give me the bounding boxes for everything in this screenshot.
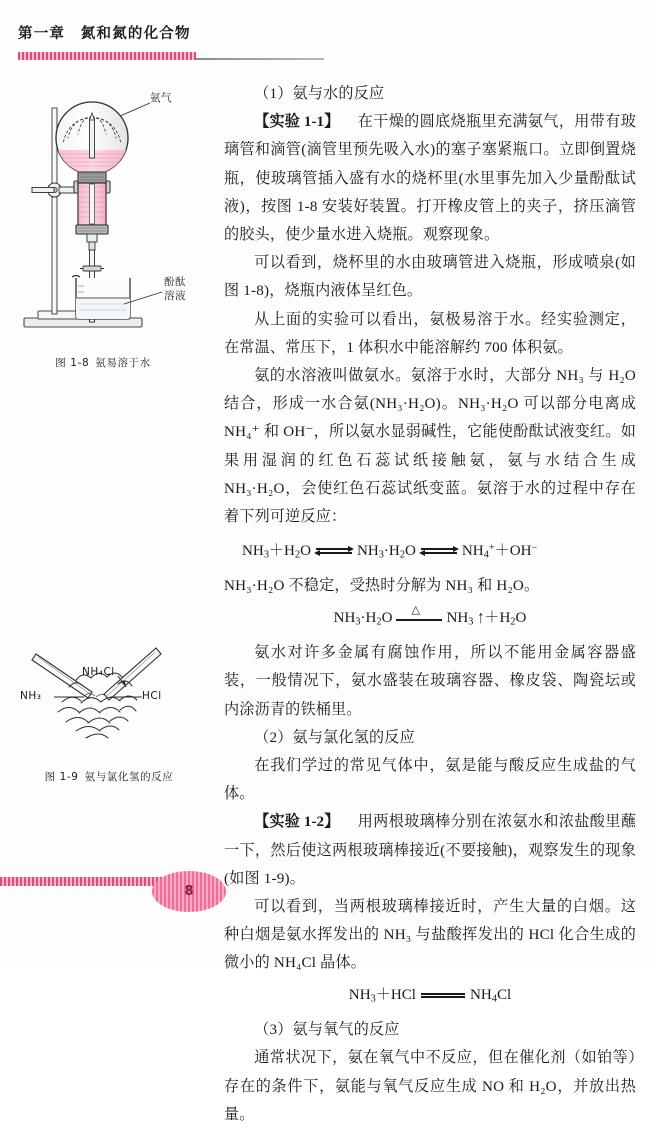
figure-1-8-illustration [14,88,214,346]
section-heading-3: （3）氨与氧气的反应 [254,1022,400,1039]
body-text-column [224,80,636,1129]
page-footer [0,865,650,925]
equation-decomposition-lhs: $NH_3\cdot H_2O$ [333,609,393,628]
equation-reversible-species-3: $NH_4^++OH^-$ [461,542,538,561]
equation-decomposition [224,603,636,638]
experiment-1-1-label: 【实验 1-1】 [254,114,340,131]
figure-1-9-caption-text: 氨与氯化氢的反应 [84,771,174,783]
figure-1-9-caption-number: 图 1-9 [44,771,79,783]
experiment-1-1-paragraph [224,108,636,249]
header-rule [18,52,632,61]
experiment-1-1-text: 在干燥的圆底烧瓶里充满氨气，用带有玻璃管和滴管(滴管里预先吸入水)的塞子塞紧瓶口。立即倒置烧瓶，使玻璃管插入盛有水的烧杯里(水里事先加入少量酚酞试液)，按图 1-8 安装好装置。打开橡皮管上的夹子，挤压滴管的胶头，使少量水进入烧瓶。观察现象。 [224,114,636,244]
reaction-bar-icon [421,990,465,1000]
section-heading-2: （2）氨与氯化氢的反应 [254,729,415,746]
figure-1-8 [14,88,214,369]
paragraph-salt-formation: 在我们学过的常见气体中，氨是能与酸反应生成盐的气体。 [224,758,636,803]
figure-1-8-label-gas: 氨气 [150,92,172,104]
figure-column [14,88,214,784]
equilibrium-arrow-icon-1 [314,544,354,558]
equation-reversible-species-2: $NH_3\cdot H_2O$ [356,542,416,561]
heating-condition-symbol: △ [411,604,420,617]
equation-nh4cl-rhs: $NH_4Cl$ [470,986,512,1005]
header-gray-line [196,58,324,60]
running-head [18,22,632,64]
figure-1-9-label-nh3-text: NH₃ [20,690,42,702]
equation-reversible [224,533,636,570]
figure-1-9-label-hcl [142,690,162,702]
figure-1-9-illustration [14,640,204,756]
figure-1-9-label-nh4cl [82,666,115,678]
figure-1-8-caption-text: 氨易溶于水 [95,357,151,369]
equilibrium-arrow-icon-2 [419,544,459,558]
figure-1-8-caption [14,355,192,370]
figure-1-9-label-nh3 [20,690,41,702]
figure-1-8-label-solution-line2: 溶液 [164,290,186,302]
gas-up-arrow-icon: ↑ [477,607,485,628]
paragraph-oxygen-reaction: 通常状况下，氨在氧气中不反应，但在催化剂（如铂等）存在的条件下，氨能与氧气反应生成 NO 和 H₂O，并放出热量。 [224,1050,636,1123]
experiment-1-2-label: 【实验 1-2】 [254,814,340,831]
experiment-1-2-text: 用两根玻璃棒分别在浓氨水和浓盐酸里蘸一下，然后使这两根玻璃棒接近(不要接触)，观察发生的现象(如图 1-9)。 [224,814,636,887]
equation-reversible-species-1: $NH_3+H_2O$ [242,542,311,561]
section-heading-1: （1）氨与水的反应 [254,86,385,102]
page-number: 8 [184,884,194,899]
figure-1-9-label-nh4cl-text: NH₄Cl [82,666,115,678]
equation-nh4cl-formation [224,980,636,1015]
figure-1-9-caption [14,769,204,784]
paragraph-observation-1: 可以看到，烧杯里的水由玻璃管进入烧瓶，形成喷泉(如图 1-8)，烧瓶内液体呈红色。 [224,255,636,300]
page-number-badge [152,871,226,912]
figure-1-9 [14,640,214,784]
header-stripe-bar [18,52,196,60]
figure-1-9-label-hcl-text: HCl [142,690,162,702]
equation-nh4cl-lhs: $NH_3+HCl$ [348,986,416,1005]
paragraph-observation-2: 可以看到，当两根玻璃棒接近时，产生大量的白烟。这种白烟是氨水挥发出的 NH₃ 与盐酸挥发出的 HCl 化合生成的微小的 NH₄Cl 晶体。 [224,899,636,972]
heating-arrow-icon [396,604,442,626]
chapter-title: 第一章 氮和氮的化合物 [18,26,191,42]
paragraph-solubility: 从上面的实验可以看出，氨极易溶于水。经实验测定，在常温、常压下，1 体积水中能溶解约 700 体积氨。 [224,311,636,356]
figure-1-8-label-solution-line1: 酚酞 [164,276,186,288]
equation-decomposition-rhs: $NH_3$ $↑+H_2O$ [446,610,526,626]
paragraph-corrosion: 氨水对许多金属有腐蚀作用，所以不能用金属容器盛装，一般情况下，氨水盛装在玻璃容器、橡皮袋、陶瓷坛或内涂沥青的铁桶里。 [224,645,636,718]
paragraph-decomposition: NH₃·H₂O 不稳定，受热时分解为 NH₃ 和 H₂O。 [224,578,540,595]
paragraph-ammonia-water: 氨的水溶液叫做氨水。氨溶于水时，大部分 NH₃ 与 H₂O 结合，形成一水合氨(NH₃·H₂O)。NH₃·H₂O 可以部分电离成 NH₄⁺ 和 OH⁻，所以氨水显弱碱性，它能使酚酞试液变红。如果用湿润的红色石蕊试纸接触氨，氨与水结合生成 NH₃·H₂O，会使红色石蕊试纸变蓝。氨溶于水的过程中存在着下列可逆反应： [224,368,636,526]
figure-1-8-caption-number: 图 1-8 [55,357,90,369]
